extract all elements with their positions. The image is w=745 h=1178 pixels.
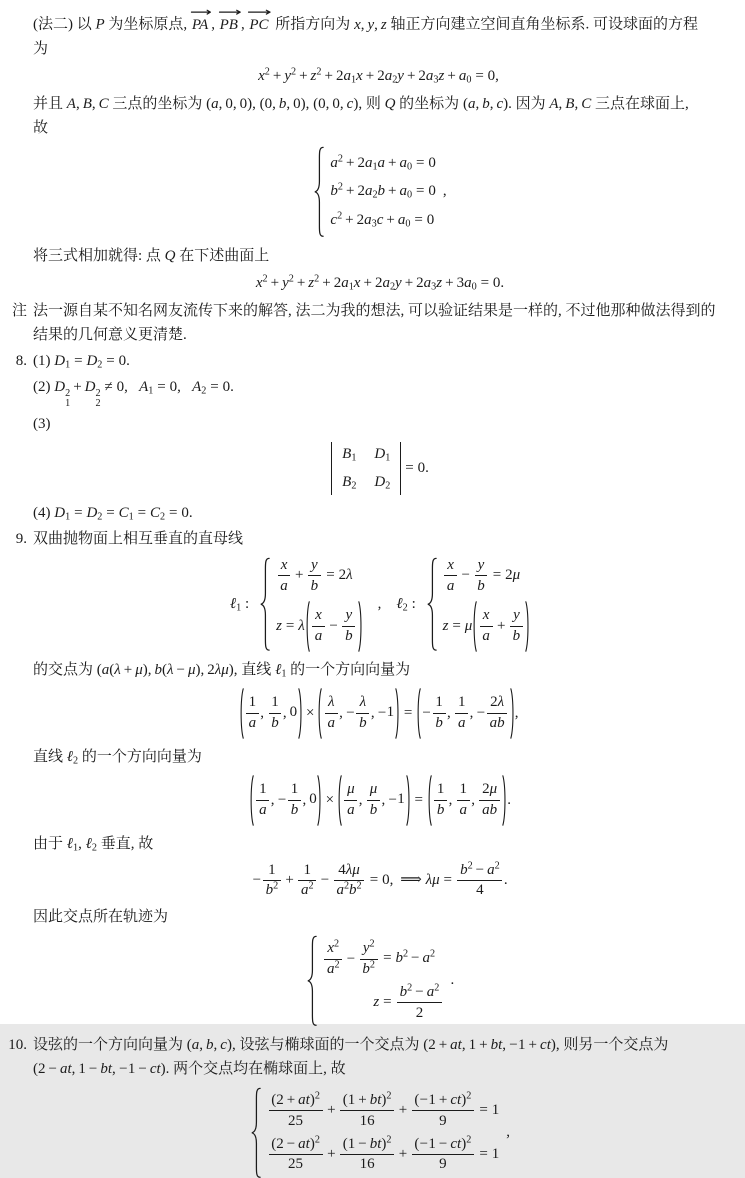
matrix-entry: D2 — [374, 473, 391, 492]
text-line: 为 — [33, 40, 49, 57]
inline-math: ℓ1 — [66, 835, 79, 854]
text-line: 法一源自某不知名网友流传下来的解答, 法二为我的想法, 可以验证结果是一样的, 不过他那种做法得到的 — [33, 303, 716, 320]
inline-math: (a, b, c) — [186, 1036, 232, 1053]
text-line: 双曲抛物面上相互垂直的直母线 — [33, 531, 244, 548]
text-line: (4) D1 = D2 = C1 = C2 = 0. — [33, 505, 193, 523]
cases-system — [313, 146, 435, 238]
case-row: $c^2 + 2a3c + a0 = 0$ — [330, 209, 435, 230]
case-row: $b^2 + 2a2b + a0 = 0$ — [330, 181, 436, 201]
text-line: 结果的几何意义更清楚. — [33, 327, 187, 344]
display-math: − $\frac{1}{b^2}$ + $\frac{1}{a^2}$ − $\frac{4\lambda\mu}{a^2b^2}$ = 0, ⟹ λμ = $\frac{b^2 - a^2}{4}$ . — [252, 859, 508, 899]
item-label: 注 — [11, 303, 27, 320]
paren-glyph — [395, 688, 400, 739]
cases-system — [259, 557, 363, 652]
inline-math: D 2 1 + D 2 2 ≠ 0, A1 = 0, A2 = 0. — [54, 379, 234, 410]
paragraph — [8, 1033, 727, 1081]
inline-math: (a(λ + μ), b(λ − μ), 2λμ) — [96, 661, 234, 678]
inline-math: x, y, z — [354, 16, 387, 33]
paragraph — [33, 832, 727, 856]
display-equation — [33, 859, 727, 900]
matrix-entry: B2 — [342, 473, 357, 492]
display-math: $x^2 + y^2 + z^2 + 2a1x + 2a2y + 2a3z + a0 = 0$, — [258, 65, 499, 86]
display-equation — [33, 274, 727, 294]
case-row: $\frac{(2 + at)^2}{25}$ + $\frac{(1 + bt)^2}{16}$ + $\frac{(-1 + ct)^2}{9}$ = 1 — [267, 1092, 499, 1130]
display-determinant — [33, 442, 727, 495]
left-brace-glyph — [259, 557, 270, 652]
equation-right: = $\frac{b^2 - a^2}{2}$ — [379, 984, 443, 1022]
case-row: $\frac{x}{a}$ + $\frac{y}{b}$ = 2λ — [276, 557, 352, 595]
display-cases — [33, 1087, 727, 1178]
line-label: ℓ2 : — [396, 595, 416, 614]
inline-math — [248, 17, 271, 33]
display-equation — [33, 67, 727, 87]
left-brace-glyph — [250, 1087, 261, 1178]
paragraph — [33, 8, 727, 61]
inline-math: Q — [164, 247, 176, 264]
text-line: 因此交点所在轨迹为 — [33, 909, 169, 926]
paren-glyph — [191, 9, 211, 15]
trailing-punctuation: , — [442, 183, 447, 200]
item-label: 9. — [15, 531, 27, 548]
text-line: (法二) 以 P 为坐标原点, PA , PB , PC 所指方向为 x, y, z 轴正方向建立空间直角坐标系. 可设球面的方程 — [33, 8, 727, 37]
inline-math: D1 = D2 = 0. — [54, 353, 130, 371]
paren-glyph — [298, 688, 303, 739]
text-line: 由于 ℓ1, ℓ2 垂直, 故 — [33, 835, 154, 854]
text-line: 并且 A, B, C 三点的坐标为 (a, 0, 0), (0, b, 0), (0, 0, c), 则 Q 的坐标为 (a, b, c). 因为 A, B, C 三点在球面上, — [33, 96, 689, 112]
display-cases — [33, 935, 727, 1027]
case-row: $a^2 + 2a1a + a0 = 0$ — [330, 152, 436, 173]
trailing-punctuation: . — [450, 972, 455, 989]
item-label: 8. — [15, 353, 27, 370]
text-line: (1) D1 = D2 = 0. — [33, 353, 130, 371]
paragraph — [15, 349, 727, 373]
display-line-systems — [33, 557, 727, 652]
inline-math: (a, b, c) — [462, 96, 509, 112]
paren-glyph — [219, 9, 241, 15]
display-math: $\frac{1}{a}$ , $\frac{1}{b}$ , 0 × $\frac{\lambda}{a}$ , − $\frac{\lambda}{b}$ , −1 = − $\frac{1}{b}$ , $\frac{1}{a}$ , − $\frac{2\lambda}{ab}$ , — [239, 688, 522, 739]
equation-left: $\frac{x^2}{a^2}$ − $\frac{y^2}{b^2}$ — [323, 940, 379, 978]
equation-left: z — [373, 994, 380, 1011]
paragraph — [33, 745, 727, 769]
paren-glyph — [510, 688, 515, 739]
text-line: (3) — [33, 416, 51, 433]
text-line: (2 − at, 1 − bt, −1 − ct). 两个交点均在椭球面上, 故 — [33, 1060, 346, 1077]
paragraph — [33, 905, 727, 929]
display-equation — [33, 775, 727, 826]
text-line: (2) D 2 1 + D 2 2 ≠ 0, A1 = 0, A2 = 0. — [33, 379, 234, 410]
inline-math: D1 = D2 = C1 = C2 = 0. — [54, 505, 193, 523]
trailing-punctuation: , — [506, 1123, 510, 1140]
paragraph — [15, 527, 727, 551]
paragraph — [11, 299, 727, 347]
determinant — [331, 442, 401, 495]
inline-math — [191, 17, 211, 33]
paren-glyph — [358, 601, 363, 652]
paren-glyph — [525, 601, 530, 652]
inline-math: A, B, C — [66, 96, 109, 112]
vector-overarrow: PA — [191, 8, 211, 35]
inline-math: Q — [384, 96, 396, 112]
display-cases — [33, 146, 727, 238]
matrix-entry: B1 — [342, 446, 357, 464]
text-line: 设弦的一个方向向量为 (a, b, c), 设弦与椭球面的一个交点为 (2 + at, 1 + bt, −1 + ct), 则另一个交点为 — [33, 1036, 669, 1053]
determinant-rhs: = 0. — [405, 459, 429, 476]
line-label: ℓ1 : — [229, 595, 250, 614]
paragraph — [33, 412, 727, 436]
display-math: $x^2 + y^2 + z^2 + 2a1x + 2a2y + 2a3z + 3a0 = 0$. — [255, 273, 505, 293]
case-row: z = λ $\frac{x}{a}$ − $\frac{y}{b}$ — [276, 601, 363, 652]
cases-system — [426, 557, 531, 652]
paragraph — [33, 658, 727, 682]
text-line: 的交点为 (a(λ + μ), b(λ − μ), 2λμ), 直线 ℓ1 的一个方向向量为 — [33, 661, 411, 680]
paren-glyph — [406, 775, 411, 826]
matrix-entry: D1 — [374, 446, 391, 464]
vector-overarrow: PB — [219, 8, 241, 35]
left-brace-glyph — [313, 146, 324, 238]
paren-glyph — [248, 9, 271, 15]
case-row: $\frac{(2 - at)^2}{25}$ + $\frac{(1 - bt)^2}{16}$ + $\frac{(-1 - ct)^2}{9}$ = 1 — [267, 1136, 499, 1174]
display-math: $\frac{1}{a}$ , − $\frac{1}{b}$ , 0 × $\frac{\mu}{a}$ , $\frac{\mu}{b}$ , −1 = $\frac{1}{b}$ , $\frac{1}{a}$ , $\frac{2\mu}{ab}$ . — [249, 775, 511, 826]
paragraph — [33, 501, 727, 525]
inline-math: ℓ2 — [85, 835, 97, 854]
inline-math — [219, 17, 241, 33]
vector-overarrow: PC — [248, 8, 271, 35]
text-line: 直线 ℓ2 的一个方向向量为 — [33, 748, 202, 767]
cases-system — [306, 935, 444, 1027]
inline-math: (a, 0, 0) — [206, 96, 253, 112]
display-equation — [33, 688, 727, 739]
inline-math: (0, b, 0) — [259, 96, 306, 112]
inline-math: (2 + at, 1 + bt, −1 + ct) — [423, 1036, 556, 1053]
inline-math: (2 − at, 1 − bt, −1 − ct) — [33, 1060, 166, 1077]
paren-glyph — [317, 775, 322, 826]
left-brace-glyph — [306, 935, 317, 1027]
left-brace-glyph — [426, 557, 437, 652]
text-line: 将三式相加就得: 点 Q 在下述曲面上 — [33, 247, 270, 264]
inline-math: A, B, C — [549, 96, 592, 112]
text-line: 故 — [33, 120, 49, 136]
equation-right: = $b^2 - a^2$ — [383, 948, 436, 967]
inline-math: ℓ1 — [275, 661, 287, 680]
paragraph — [33, 92, 727, 140]
inline-math: P — [95, 16, 105, 33]
case-row: $\frac{x}{a}$ − $\frac{y}{b}$ = 2μ — [443, 557, 521, 595]
inline-math: ℓ2 — [66, 748, 79, 767]
systems-separator: , — [377, 595, 382, 612]
case-row: z = μ $\frac{x}{a}$ + $\frac{y}{b}$ — [443, 601, 531, 652]
item-label: 10. — [8, 1036, 27, 1053]
inline-math: (0, 0, c) — [313, 96, 359, 112]
cases-system — [250, 1087, 499, 1178]
paragraph — [33, 375, 727, 410]
paragraph — [33, 244, 727, 268]
